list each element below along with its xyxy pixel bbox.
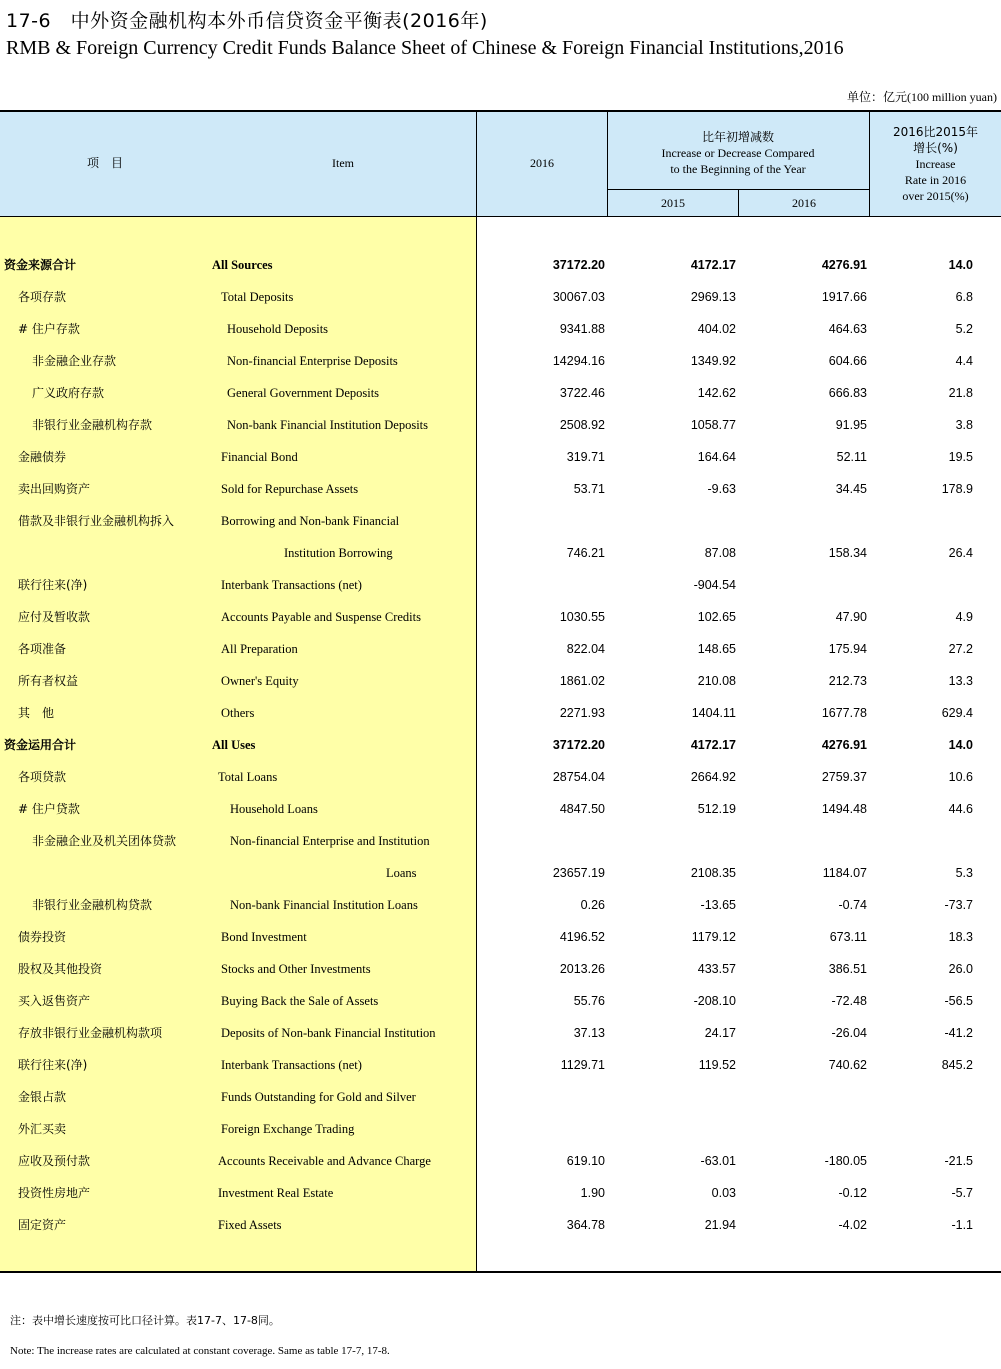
change-2016: -0.74 [838,898,867,912]
row-label-cn: 所有者权益 [18,674,79,688]
value-2016: 2271.93 [559,706,605,720]
header-bottom-rule [0,216,1001,217]
header-col-2016: 2016 [530,156,554,170]
change-2015: 102.65 [697,610,736,624]
row-label-en: Total Deposits [221,290,294,304]
row-label-cn: 固定资产 [18,1218,67,1232]
table-row [0,697,1001,729]
header-divider-3 [869,110,870,216]
value-2016: 746.21 [566,546,605,560]
row-label-cn: 金银占款 [18,1090,67,1104]
value-2016: 319.71 [566,450,605,464]
row-label-en: Interbank Transactions (net) [221,578,362,592]
table-row [0,1209,1001,1241]
growth-rate: 4.4 [955,354,973,368]
change-2016: -72.48 [831,994,867,1008]
value-2016: 9341.88 [559,322,605,336]
table-row [0,1017,1001,1049]
row-label-cn: 金融债券 [18,450,67,464]
growth-rate: 13.3 [948,674,973,688]
value-2016: 1.90 [580,1186,605,1200]
change-2016: 464.63 [828,322,867,336]
growth-rate: 629.4 [941,706,973,720]
row-label-cn: # 住户贷款 [18,802,80,816]
row-label-en: Accounts Receivable and Advance Charge [218,1154,431,1168]
row-label-en: Funds Outstanding for Gold and Silver [221,1090,416,1104]
change-2016: 1917.66 [821,290,867,304]
value-2016: 37.13 [573,1026,605,1040]
row-label-cn: 联行往来(净) [18,578,88,592]
growth-rate: -41.2 [944,1026,973,1040]
header-divider-2 [738,189,739,216]
header-rate-line1: 2016比2015年 [892,125,979,139]
growth-rate: -56.5 [944,994,973,1008]
table-row [0,281,1001,313]
table-row [0,313,1001,345]
row-label-en: Stocks and Other Investments [221,962,371,976]
value-2016: 28754.04 [552,770,605,784]
change-2016: 212.73 [828,674,867,688]
row-label-en: Interbank Transactions (net) [221,1058,362,1072]
value-2016: 0.26 [580,898,605,912]
change-2015: 1349.92 [690,354,736,368]
row-label-cn: 广义政府存款 [32,386,105,400]
row-label-cn: 非银行业金融机构贷款 [32,898,153,912]
row-label-en: Sold for Repurchase Assets [221,482,359,496]
growth-rate: 845.2 [941,1058,973,1072]
change-2016: 91.95 [835,418,867,432]
row-label-en: Household Loans [230,802,318,816]
value-2016: 364.78 [566,1218,605,1232]
table-row [0,825,1001,857]
row-label-cn: 资金运用合计 [4,738,77,752]
value-2016: 3722.46 [559,386,605,400]
table-row [0,249,1001,281]
change-2015: 2108.35 [690,866,736,880]
value-2016: 30067.03 [552,290,605,304]
value-2016: 37172.20 [552,258,605,272]
change-2016: 175.94 [828,642,867,656]
header-sub-2015: 2015 [661,196,685,210]
row-label-cn: 其 他 [18,706,55,720]
change-2015: 1058.77 [690,418,736,432]
row-label-en: Fixed Assets [218,1218,282,1232]
table-row [0,569,1001,601]
change-2015: -13.65 [700,898,736,912]
value-2016: 619.10 [566,1154,605,1168]
value-2016: 55.76 [573,994,605,1008]
page-title-english: RMB & Foreign Currency Credit Funds Balance Sheet of Chinese & Foreign Financial Institutions,2016 [6,37,844,59]
table-row [0,377,1001,409]
row-label-en: Others [221,706,255,720]
table-row [0,1081,1001,1113]
value-2016: 4196.52 [559,930,605,944]
header-group-cn: 比年初增减数 [701,130,774,144]
row-label-cn: 非金融企业存款 [32,354,117,368]
growth-rate: -21.5 [944,1154,973,1168]
growth-rate: 178.9 [941,482,973,496]
value-2016: 2013.26 [559,962,605,976]
growth-rate: 26.4 [948,546,973,560]
row-label-en: All Sources [212,258,273,272]
row-label-en: Foreign Exchange Trading [221,1122,355,1136]
row-label-cn: 各项贷款 [18,770,67,784]
balance-sheet-table [0,110,1001,1273]
value-2016: 23657.19 [552,866,605,880]
change-2015: 2664.92 [690,770,736,784]
table-top-rule [0,110,1001,112]
change-2015: -208.10 [693,994,736,1008]
change-2015: 119.52 [698,1058,736,1072]
header-item-cn: 项 目 [86,156,123,170]
change-2016: 34.45 [835,482,867,496]
row-label-cn: 应收及预付款 [18,1154,91,1168]
change-2016: 47.90 [835,610,867,624]
row-label-en: Non-financial Enterprise Deposits [227,354,398,368]
table-row [0,729,1001,761]
row-label-cn: 债券投资 [18,930,67,944]
change-2015: 21.94 [704,1218,736,1232]
value-2016: 1030.55 [559,610,605,624]
change-2016: 1184.07 [822,866,867,880]
row-label-en: General Government Deposits [227,386,380,400]
growth-rate: 21.8 [948,386,973,400]
value-2016: 2508.92 [559,418,605,432]
change-2016: 740.62 [828,1058,867,1072]
row-label-cn: 买入返售资产 [18,994,91,1008]
growth-rate: 19.5 [948,450,973,464]
footnote-cn: 注：表中增长速度按可比口径计算。表17-7、17-8同。 [10,1314,280,1327]
header-group-increase [608,118,868,188]
row-label-en: Accounts Payable and Suspense Credits [221,610,421,624]
table-row [0,345,1001,377]
growth-rate: 5.3 [955,866,973,880]
change-2015: 210.08 [697,674,736,688]
row-label-en: Total Loans [218,770,278,784]
change-2016: 1677.78 [821,706,867,720]
growth-rate: -73.7 [944,898,973,912]
row-label-en: Deposits of Non-bank Financial Institution [221,1026,436,1040]
row-label-cn: 借款及非银行业金融机构拆入 [18,514,175,528]
row-label-cn: # 住户存款 [18,322,80,336]
growth-rate: 6.8 [955,290,973,304]
table-row [0,1177,1001,1209]
table-row [0,633,1001,665]
header-rate-line3: Increase [915,157,956,171]
change-2015: 87.08 [704,546,736,560]
growth-rate: 27.2 [948,642,973,656]
change-2015: 4172.17 [690,738,736,752]
change-2016: 1494.48 [821,802,867,816]
row-label-en: Buying Back the Sale of Assets [221,994,379,1008]
change-2016: -0.12 [838,1186,867,1200]
table-row [0,921,1001,953]
row-label-cn: 非金融企业及机关团体贷款 [32,834,177,848]
table-bottom-rule [0,1271,1001,1273]
change-2015: 1179.12 [691,930,736,944]
header-rate-line4: Rate in 2016 [904,173,967,187]
growth-rate: 18.3 [948,930,973,944]
change-2015: 1404.11 [691,706,736,720]
value-2016: 1129.71 [560,1058,605,1072]
row-label-en: Institution Borrowing [284,546,393,560]
row-label-en: All Preparation [221,642,298,656]
growth-rate: -5.7 [951,1186,973,1200]
table-row [0,1113,1001,1145]
row-label-en: Bond Investment [221,930,307,944]
header-rate-line5: over 2015(%) [902,189,969,203]
change-2015: -9.63 [707,482,736,496]
table-row [0,985,1001,1017]
change-2015: 142.62 [697,386,736,400]
growth-rate: 44.6 [948,802,973,816]
change-2015: -63.01 [700,1154,736,1168]
row-label-cn: 股权及其他投资 [18,962,103,976]
table-row [0,953,1001,985]
table-row [0,473,1001,505]
header-group-rule [608,189,870,190]
row-label-en: Non-bank Financial Institution Deposits [227,418,429,432]
row-label-en: Owner's Equity [221,674,299,688]
row-label-cn: 各项存款 [18,290,67,304]
change-2015: 512.19 [697,802,736,816]
growth-rate: 26.0 [948,962,973,976]
change-2015: 433.57 [697,962,736,976]
row-label-en: Non-financial Enterprise and Institution [230,834,430,848]
change-2016: 2759.37 [821,770,867,784]
change-2015: 2969.13 [690,290,736,304]
row-label-en: Household Deposits [227,322,329,336]
change-2015: 164.64 [697,450,736,464]
change-2015: 24.17 [704,1026,736,1040]
change-2016: -26.04 [831,1026,867,1040]
change-2016: -180.05 [824,1154,867,1168]
row-label-en: Non-bank Financial Institution Loans [230,898,418,912]
header-divider-1 [607,110,608,216]
change-2015: 404.02 [697,322,736,336]
row-label-cn: 外汇买卖 [18,1122,67,1136]
change-2016: 386.51 [828,962,867,976]
change-2015: 0.03 [711,1186,736,1200]
value-2016: 37172.20 [552,738,605,752]
growth-rate: 5.2 [955,322,973,336]
table-row [0,889,1001,921]
table-row [0,1049,1001,1081]
value-2016: 14294.16 [552,354,605,368]
table-row [0,409,1001,441]
change-2016: 673.11 [829,930,867,944]
header-group-en-line2: to the Beginning of the Year [670,162,806,176]
table-row [0,761,1001,793]
row-label-en: All Uses [212,738,256,752]
change-2016: 4276.91 [821,258,867,272]
change-2015: 148.65 [697,642,736,656]
row-label-en: Financial Bond [221,450,298,464]
table-row [0,665,1001,697]
growth-rate: -1.1 [951,1218,973,1232]
header-group-en-line1: Increase or Decrease Compared [661,146,815,160]
row-label-cn: 资金来源合计 [4,258,77,272]
value-2016: 822.04 [566,642,605,656]
change-2015: -904.54 [693,578,736,592]
growth-rate: 14.0 [948,258,973,272]
table-row [0,1145,1001,1177]
growth-rate: 4.9 [955,610,973,624]
value-2016: 1861.02 [559,674,605,688]
table-row [0,857,1001,889]
value-2016: 53.71 [573,482,605,496]
header-sub-2016: 2016 [792,196,816,210]
header-rate-line2: 增长(%) [913,141,958,155]
table-row [0,537,1001,569]
row-label-cn: 卖出回购资产 [18,482,91,496]
row-label-cn: 投资性房地产 [18,1186,91,1200]
row-label-en: Loans [386,866,417,880]
value-2016: 4847.50 [559,802,605,816]
row-label-cn: 非银行业金融机构存款 [32,418,153,432]
change-2016: 52.11 [836,450,867,464]
header-growth-rate [870,114,1001,214]
change-2015: 4172.17 [690,258,736,272]
row-label-cn: 各项准备 [18,642,67,656]
row-label-en: Investment Real Estate [218,1186,334,1200]
table-row [0,793,1001,825]
table-row [0,505,1001,537]
change-2016: -4.02 [838,1218,867,1232]
change-2016: 4276.91 [821,738,867,752]
unit-label: 单位：亿元(100 million yuan) [847,90,997,104]
table-row [0,441,1001,473]
growth-rate: 10.6 [948,770,973,784]
footnote-en: Note: The increase rates are calculated at constant coverage. Same as table 17-7, 17-8. [10,1345,390,1357]
row-label-cn: 联行往来(净) [18,1058,88,1072]
change-2016: 604.66 [828,354,867,368]
page-title-chinese: 17-6 中外资金融机构本外币信贷资金平衡表(2016年) [6,10,488,32]
row-label-en: Borrowing and Non-bank Financial [221,514,400,528]
row-label-cn: 存放非银行业金融机构款项 [18,1026,163,1040]
table-row [0,601,1001,633]
row-label-cn: 应付及暂收款 [18,610,91,624]
growth-rate: 14.0 [948,738,973,752]
change-2016: 666.83 [828,386,867,400]
change-2016: 158.34 [828,546,867,560]
header-item-en: Item [332,156,354,170]
growth-rate: 3.8 [955,418,973,432]
